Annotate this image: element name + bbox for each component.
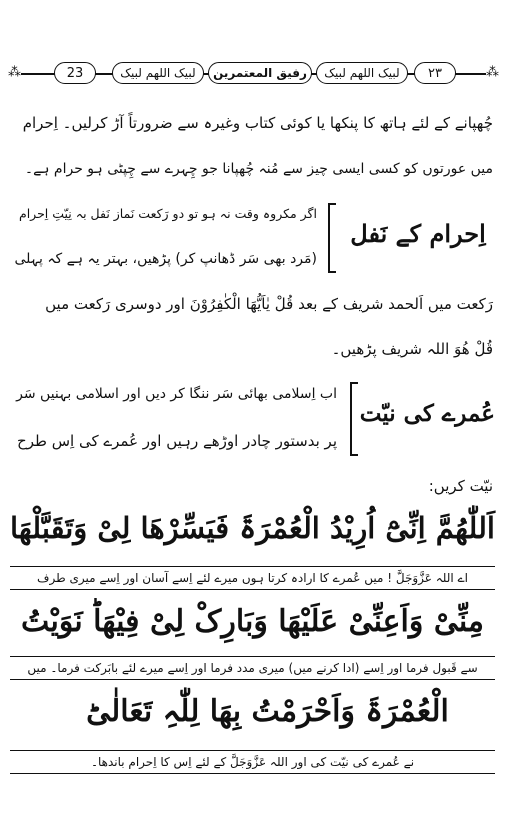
book-title: رفیق المعتمرین bbox=[208, 62, 312, 84]
nafl-line-1: اگر مکروہ وقت نہ ہو تو دو رَکعت نَماز نَفل بہ نِیّتِ اِحرام bbox=[18, 206, 317, 221]
dua-arabic-1: اَللّٰھُمَّ اِنِّیْٓ اُرِیْدُ الْعُمْرَۃَ فَیَسِّرْھَا لِیْ وَتَقَبَّلْھَا bbox=[10, 511, 495, 545]
nafl-line-2: (مَرد بھی سَر ڈھانپ کر) پڑھیں، بہتر یہ ہے کہ پہلی bbox=[14, 251, 317, 267]
niyyat-line-1: اب اِسلامی بھائی سَر ننگا کر دیں اور اسلامی بہنیں سَر bbox=[16, 386, 337, 402]
intro-line-1: چُھپانے کے لئے ہاتھ کا پنکھا یا کوئی کتاب وغیرہ سے ضرورتاً آڑ کرلیں۔ اِحرام bbox=[22, 114, 493, 132]
ornament-icon: ⁂ bbox=[486, 65, 499, 80]
ornament-icon: ⁂ bbox=[8, 65, 21, 80]
dua-arabic-2: مِنِّیْ وَاَعِنِّیْ عَلَیْھَا وَبَارِکْ لِیْ فِیْھَاؕ نَوَیْتُ bbox=[21, 604, 484, 639]
page-number-right: ٢٣ bbox=[414, 62, 456, 84]
intro-line-2: میں عورتوں کو کسی ایسی چیز سے مُنہ چُھپانا جو چِہرے سے چِپٹی ہو حرام ہے۔ bbox=[24, 161, 493, 177]
dua-translation-2: سے قَبول فرما اور اِسے (ادا کرنے میں) میری مدد فرما اور اِسے میرے لئے بابَرکت فرما۔ میں bbox=[10, 656, 495, 680]
niyyat-line-2: پر بدستور چادر اوڑھے رہیں اور عُمرے کی اِس طرح bbox=[17, 432, 337, 450]
section-heading-nafl: اِحرام کے نَفل bbox=[350, 219, 486, 248]
dua-translation-3: نے عُمرے کی نیّت کی اور اللہ عَزَّوَجَلَّ کے لئے اِس کا اِحرام باندھا۔ bbox=[10, 750, 495, 774]
heading-bracket bbox=[350, 382, 358, 456]
dua-translation-1: اے اللہ عَزَّوَجَلَّ ! میں عُمرے کا ارادہ کرتا ہوں میرے لئے اِسے آسان اور اِسے میری طرف bbox=[10, 566, 495, 590]
dua-arabic-3: الْعُمْرَۃَ وَاَحْرَمْتُ بِھَا لِلّٰہِ تَعَالٰیؕ bbox=[86, 694, 449, 729]
niyyat-line-3: نیّت کریں: bbox=[428, 477, 493, 495]
page-number-left: 23 bbox=[54, 62, 96, 84]
page-header bbox=[8, 60, 499, 88]
section-heading-niyyat: عُمرے کی نیّت bbox=[359, 400, 495, 427]
nafl-line-3: رَکعت میں اَلحمد شریف کے بعد قُلْ یٰاَیُّھَا الْکٰفِرُوْنَ اور دوسری رَکعت میں bbox=[45, 295, 493, 313]
header-label-left: لبیک اللھم لبیک bbox=[112, 62, 204, 84]
header-label-right: لبیک اللھم لبیک bbox=[316, 62, 408, 84]
nafl-line-4: قُلْ ھُوَ اللہ شریف پڑھیں۔ bbox=[331, 340, 493, 358]
heading-bracket bbox=[328, 203, 336, 273]
